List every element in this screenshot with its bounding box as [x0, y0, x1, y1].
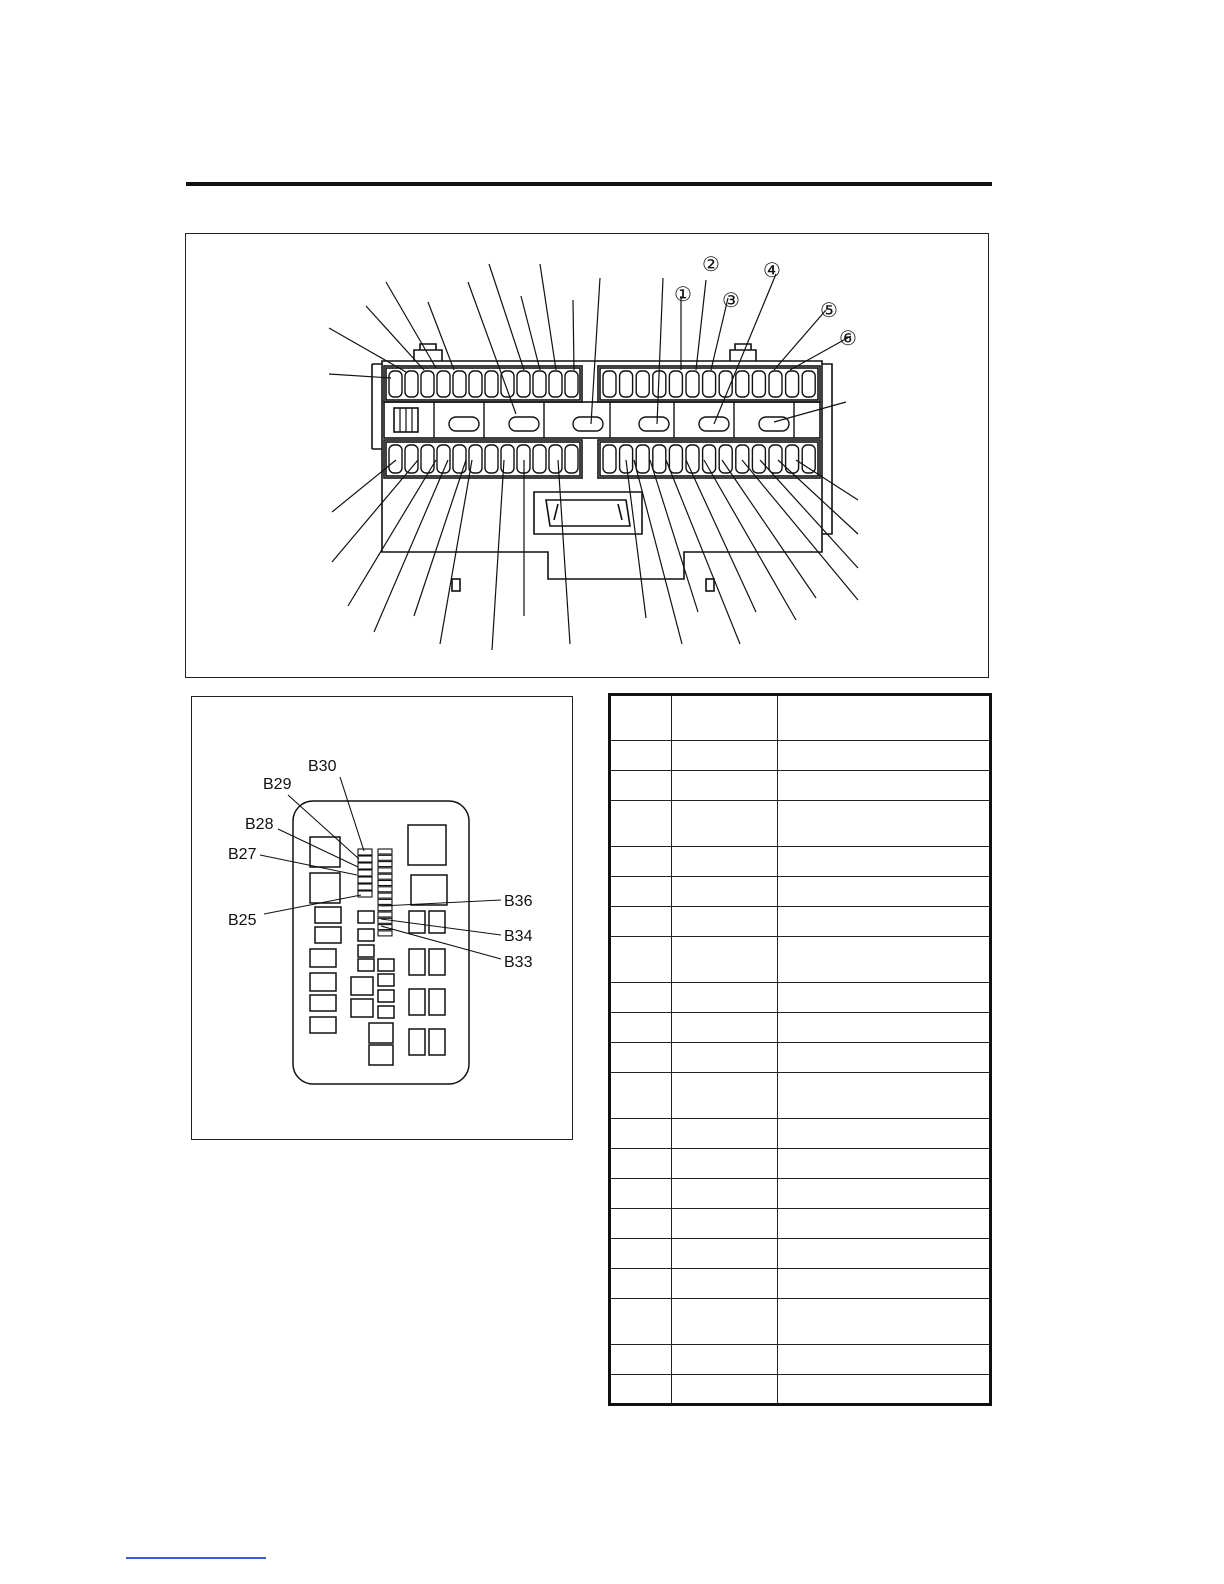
table-cell — [610, 983, 672, 1013]
table-cell — [671, 1269, 777, 1299]
table-cell — [671, 1209, 777, 1239]
table-row — [610, 1375, 991, 1405]
table-cell — [671, 877, 777, 907]
table-cell — [777, 1179, 990, 1209]
table-cell — [777, 1013, 990, 1043]
fuse-b-29 — [358, 877, 372, 883]
table-cell — [610, 877, 672, 907]
table-cell — [610, 741, 672, 771]
table-cell — [777, 907, 990, 937]
connector-diagram-panel — [185, 233, 989, 678]
upper-right-pin-1 — [603, 371, 616, 397]
label-b34: B34 — [504, 928, 533, 945]
lower-left-pin-12 — [565, 445, 578, 473]
table-cell — [777, 877, 990, 907]
upper-left-pin-2 — [405, 371, 418, 397]
upper-right-pin-9 — [736, 371, 749, 397]
table-row — [610, 1345, 991, 1375]
lower-right-pin-11 — [769, 445, 782, 473]
table-cell — [610, 1149, 672, 1179]
fuse-strip-right-11 — [378, 912, 392, 917]
table-cell — [777, 937, 990, 983]
lower-left-pin-4 — [437, 445, 450, 473]
label-b30: B30 — [308, 758, 337, 775]
latch-slot-1 — [449, 417, 479, 431]
leader-line-39 — [796, 460, 858, 500]
table-row — [610, 1179, 991, 1209]
label-b28: B28 — [245, 816, 274, 833]
table-cell — [671, 741, 777, 771]
upper-left-pin-6 — [469, 371, 482, 397]
lower-right-pin-2 — [620, 445, 633, 473]
table-cell — [671, 1375, 777, 1405]
table-cell — [671, 695, 777, 741]
table-cell — [777, 1149, 990, 1179]
fuse-strip-right-3 — [378, 862, 392, 867]
lower-right-pin-4 — [653, 445, 666, 473]
leader-line-30 — [634, 460, 682, 644]
table-cell — [777, 1209, 990, 1239]
footer-link-underline — [126, 1557, 266, 1559]
callout-1: ① — [674, 284, 692, 306]
table-cell — [610, 771, 672, 801]
upper-left-pin-8 — [501, 371, 514, 397]
lower-right-pin-6 — [686, 445, 699, 473]
table-row — [610, 1013, 991, 1043]
table-row — [610, 1239, 991, 1269]
leader-line-28 — [558, 460, 570, 644]
table-row — [610, 801, 991, 847]
table-cell — [610, 1073, 672, 1119]
table-cell — [610, 1209, 672, 1239]
table-row — [610, 1119, 991, 1149]
table-cell — [777, 741, 990, 771]
table-cell — [671, 983, 777, 1013]
fuse-strip-right-5 — [378, 874, 392, 879]
callout-2: ② — [702, 254, 720, 276]
leader-line-20 — [332, 460, 396, 512]
table-cell — [671, 1179, 777, 1209]
table-cell — [610, 1179, 672, 1209]
leader-line-31 — [650, 460, 698, 612]
table-cell — [610, 1375, 672, 1405]
table-row — [610, 847, 991, 877]
table-cell — [610, 1345, 672, 1375]
latch-slot-4 — [639, 417, 669, 431]
callout-3: ③ — [722, 290, 740, 312]
table-cell — [610, 937, 672, 983]
table-cell — [777, 1239, 990, 1269]
lower-left-pin-11 — [549, 445, 562, 473]
fuse-strip-right-6 — [378, 881, 392, 886]
lower-left-pin-10 — [533, 445, 546, 473]
table-cell — [777, 801, 990, 847]
fuse-b-25 — [358, 849, 372, 855]
upper-right-pin-3 — [636, 371, 649, 397]
table-row — [610, 771, 991, 801]
table-row — [610, 937, 991, 983]
table-cell — [671, 1119, 777, 1149]
table-cell — [777, 1119, 990, 1149]
lower-left-pin-2 — [405, 445, 418, 473]
table-cell — [610, 695, 672, 741]
table-cell — [671, 1043, 777, 1073]
leader-line-26 — [492, 460, 504, 650]
table-row — [610, 877, 991, 907]
table-cell — [777, 1043, 990, 1073]
lower-right-pin-9 — [736, 445, 749, 473]
fuse-b-26 — [358, 856, 372, 862]
upper-left-pin-10 — [533, 371, 546, 397]
upper-left-pin-7 — [485, 371, 498, 397]
table-cell — [671, 1013, 777, 1043]
fuse-b-31 — [358, 891, 372, 897]
upper-left-pin-3 — [421, 371, 434, 397]
lower-left-pin-5 — [453, 445, 466, 473]
upper-right-pin-7 — [703, 371, 716, 397]
table-row — [610, 1269, 991, 1299]
callout-6: ⑥ — [839, 328, 857, 350]
latch-slot-2 — [509, 417, 539, 431]
table-cell — [610, 1119, 672, 1149]
leader-line-9 — [573, 300, 574, 370]
table-row — [610, 983, 991, 1013]
upper-right-pin-12 — [786, 371, 799, 397]
table-cell — [671, 1073, 777, 1119]
lower-right-pin-10 — [752, 445, 765, 473]
table-row — [610, 1299, 991, 1345]
table-cell — [777, 695, 990, 741]
leader-line-7 — [521, 296, 540, 370]
table-cell — [610, 1239, 672, 1269]
table-cell — [610, 907, 672, 937]
lower-right-pin-1 — [603, 445, 616, 473]
table-cell — [610, 1043, 672, 1073]
leader-line-22 — [348, 460, 436, 606]
label-b36: B36 — [504, 893, 533, 910]
lower-left-pin-3 — [421, 445, 434, 473]
table-cell — [671, 1345, 777, 1375]
table-cell — [671, 1239, 777, 1269]
fuse-b-30 — [358, 884, 372, 890]
table-row — [610, 1149, 991, 1179]
fuse-box-panel — [191, 696, 573, 1140]
leader-line-18 — [774, 402, 846, 422]
table-row — [610, 741, 991, 771]
table-row — [610, 1209, 991, 1239]
table-cell — [777, 771, 990, 801]
latch-slot-3 — [573, 417, 603, 431]
fuse-strip-right-4 — [378, 868, 392, 873]
table-cell — [777, 847, 990, 877]
table-cell — [777, 1269, 990, 1299]
upper-left-pin-5 — [453, 371, 466, 397]
fuse-strip-right-1 — [378, 849, 392, 854]
upper-right-pin-10 — [752, 371, 765, 397]
leader-line-8 — [540, 264, 556, 370]
table-cell — [777, 1345, 990, 1375]
fuse-strip-right-8 — [378, 893, 392, 898]
header-rule — [186, 182, 992, 186]
table-cell — [671, 771, 777, 801]
lower-right-pin-8 — [719, 445, 732, 473]
fuse-strip-right-7 — [378, 887, 392, 892]
leader-line-29 — [626, 460, 646, 618]
upper-right-pin-13 — [802, 371, 815, 397]
table-cell — [671, 937, 777, 983]
table-cell — [671, 907, 777, 937]
callout-5: ⑤ — [820, 300, 838, 322]
terminal-table — [608, 693, 992, 1406]
label-b33: B33 — [504, 954, 533, 971]
table-cell — [671, 1149, 777, 1179]
table-cell — [671, 847, 777, 877]
connector-diagram — [186, 234, 988, 677]
callout-4: ④ — [763, 260, 781, 282]
leader-line-35 — [722, 460, 816, 598]
upper-right-pin-6 — [686, 371, 699, 397]
label-b27: B27 — [228, 846, 257, 863]
upper-left-pin-9 — [517, 371, 530, 397]
table-cell — [671, 801, 777, 847]
fuse-b-28 — [358, 870, 372, 876]
table-row — [610, 695, 991, 741]
table-row — [610, 1043, 991, 1073]
table-row — [610, 1073, 991, 1119]
fuse-b-27 — [358, 863, 372, 869]
label-b25: B25 — [228, 912, 257, 929]
table-row — [610, 907, 991, 937]
table-cell — [610, 1269, 672, 1299]
upper-right-pin-11 — [769, 371, 782, 397]
lower-left-pin-1 — [389, 445, 402, 473]
leader-line-1 — [329, 328, 406, 372]
lower-right-pin-3 — [636, 445, 649, 473]
leader-line-13 — [696, 280, 706, 370]
upper-left-pin-1 — [389, 371, 402, 397]
fuse-strip-right-14 — [378, 931, 392, 936]
upper-right-pin-5 — [669, 371, 682, 397]
upper-left-pin-12 — [565, 371, 578, 397]
upper-left-pin-4 — [437, 371, 450, 397]
fuse-strip-right-9 — [378, 899, 392, 904]
upper-right-pin-2 — [620, 371, 633, 397]
table-cell — [777, 983, 990, 1013]
table-cell — [610, 847, 672, 877]
fuse-strip-right-2 — [378, 855, 392, 860]
table-cell — [777, 1299, 990, 1345]
lower-right-pin-5 — [669, 445, 682, 473]
table-cell — [777, 1375, 990, 1405]
upper-left-pin-11 — [549, 371, 562, 397]
table-cell — [671, 1299, 777, 1345]
table-cell — [777, 1073, 990, 1119]
fuse-strip-right-10 — [378, 906, 392, 911]
table-cell — [610, 801, 672, 847]
label-b29: B29 — [263, 776, 292, 793]
table-cell — [610, 1299, 672, 1345]
lower-left-pin-7 — [485, 445, 498, 473]
fuse-box-diagram — [192, 697, 572, 1139]
table-cell — [610, 1013, 672, 1043]
